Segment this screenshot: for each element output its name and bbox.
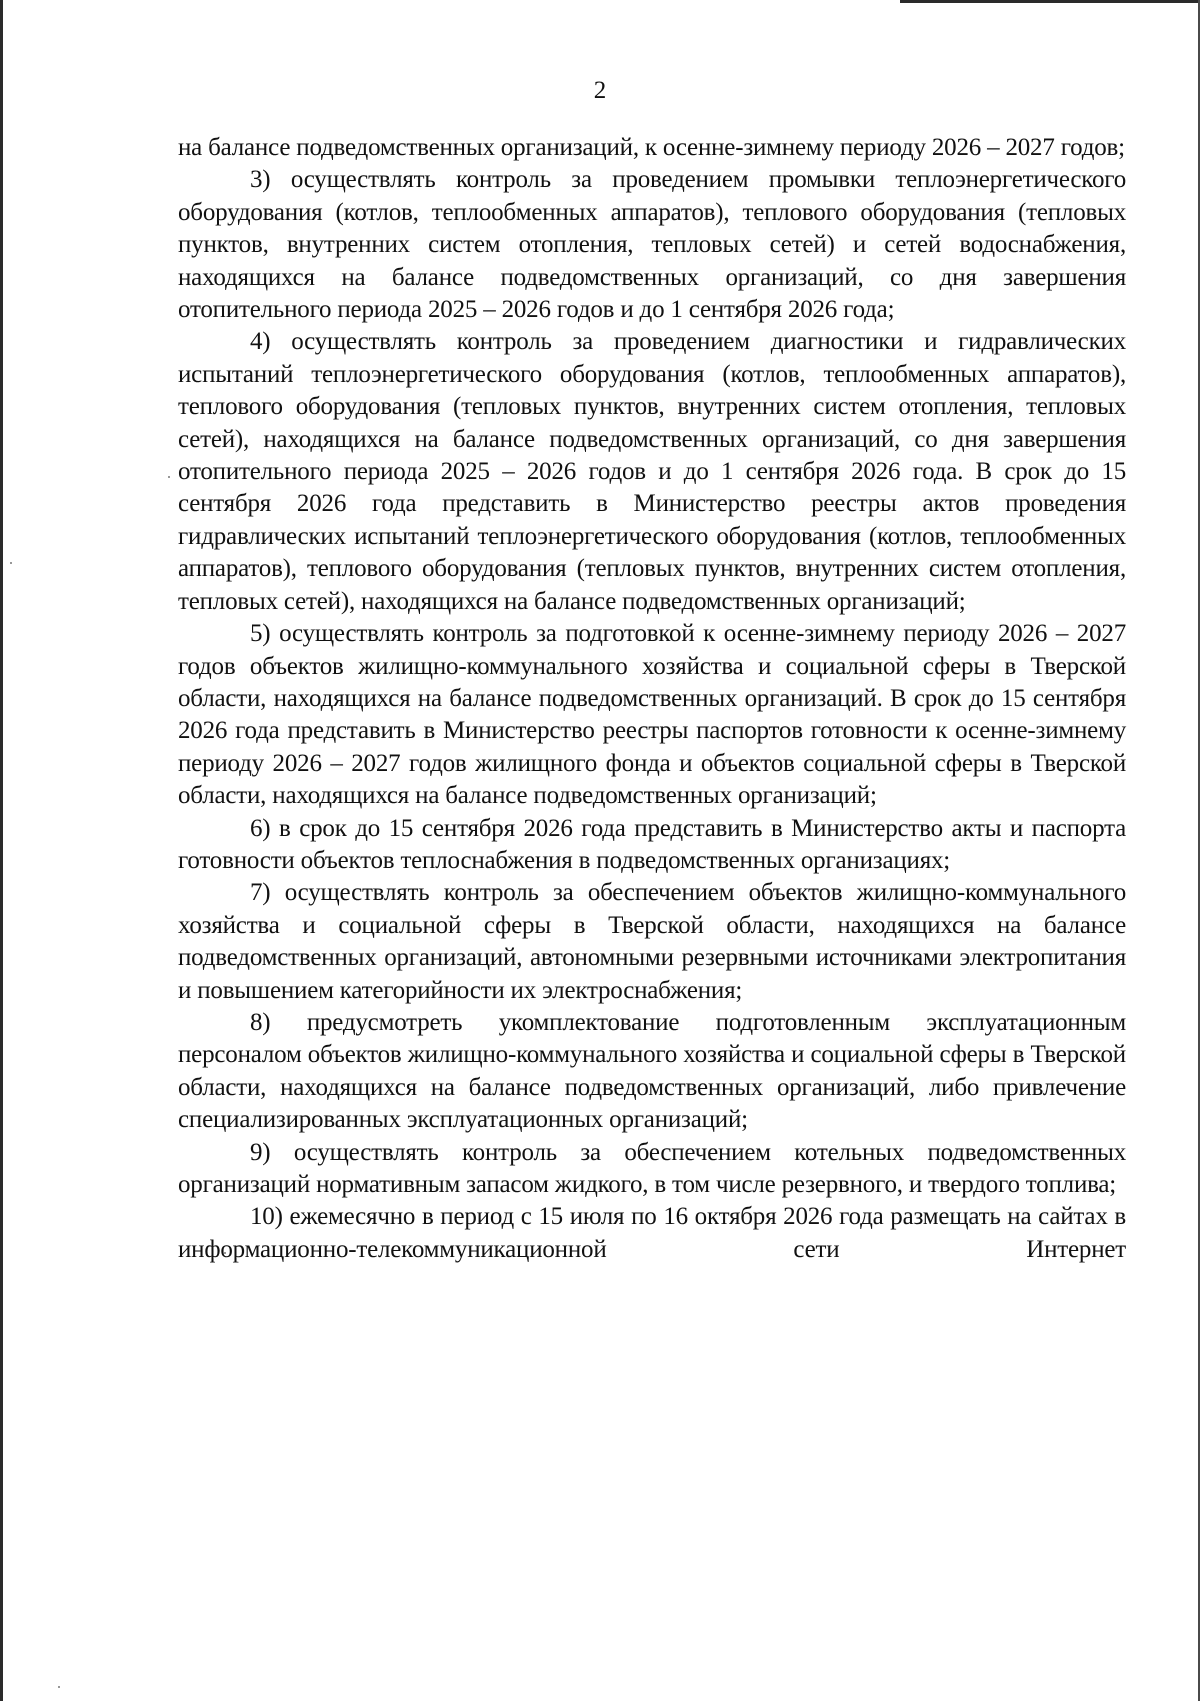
paragraph-item-8: 8) предусмотреть укомплектование подготовленным эксплуатационным персоналом объектов жилищно-коммунального хозяйства и социальной сферы в Тверской области, находящихся на балансе подведомственных организаций, либо привлечение специализированных эксплуатационных организаций;: [178, 1008, 1126, 1134]
paragraph-item-3: 3) осуществлять контроль за проведением промывки теплоэнергетического оборудования (котлов, теплообменных аппаратов), теплового оборудования (тепловых пунктов, внутренних систем отопления, тепловых сетей) и сетей водоснабжения, находящихся на балансе подведомственных организаций, со дня завершения отопительного периода 2025 – 2026 годов и до 1 сентября 2026 года;: [178, 166, 1126, 324]
paragraph-item-5: 5) осуществлять контроль за подготовкой к осенне-зимнему периоду 2026 – 2027 годов объектов жилищно-коммунального хозяйства и социальной сферы в Тверской области, находящихся на балансе подведомственных организаций. В срок до 15 сентября 2026 года представить в Министерство реестры паспортов готовности к осенне-зимнему периоду 2026 – 2027 годов жилищного фонда и объектов социальной сферы в Тверской области, находящихся на балансе подведомственных организаций;: [178, 620, 1126, 810]
paragraph-item-10: 10) ежемесячно в период с 15 июля по 16 октября 2026 года размещать на сайтах в информационно-телекоммуникационной сети Интернет: [178, 1203, 1126, 1263]
scan-speck: [168, 476, 170, 478]
paragraph-continuation: на балансе подведомственных организаций, к осенне-зимнему периоду 2026 – 2027 годов;: [178, 134, 1125, 161]
scan-top-edge: [900, 0, 1200, 3]
paragraph-item-9: 9) осуществлять контроль за обеспечением котельных подведомственных организаций нормативным запасом жидкого, в том числе резервного, и твердого топлива;: [178, 1138, 1126, 1198]
page-number: 2: [593, 77, 607, 104]
paragraph-item-4: 4) осуществлять контроль за проведением диагностики и гидравлических испытаний теплоэнергетического оборудования (котлов, теплообменных аппаратов), теплового оборудования (тепловых пунктов, внутренних систем отопления, тепловых сетей), находящихся на балансе подведомственных организаций, со дня завершения отопительного периода 2025 – 2026 годов и до 1 сентября 2026 года. В срок до 15 сентября 2026 года представить в Министерство реестры актов проведения гидравлических испытаний теплоэнергетического оборудования (котлов, теплообменных аппаратов), теплового оборудования (тепловых пунктов, внутренних систем отопления, тепловых сетей), находящихся на балансе подведомственных организаций;: [178, 328, 1126, 615]
paragraph-item-7: 7) осуществлять контроль за обеспечением объектов жилищно-коммунального хозяйства и социальной сферы в Тверской области, находящихся на балансе подведомственных организаций, автономными резервными источниками электропитания и повышением категорийности их электроснабжения;: [178, 879, 1126, 1004]
scan-left-edge: [0, 0, 3, 1701]
paragraph-item-6: 6) в срок до 15 сентября 2026 года представить в Министерство акты и паспорта готовности объектов теплоснабжения в подведомственных организациях;: [178, 814, 1126, 874]
document-body: [178, 132, 1126, 1266]
scan-speck: [58, 1686, 60, 1688]
scan-speck: [10, 562, 12, 564]
